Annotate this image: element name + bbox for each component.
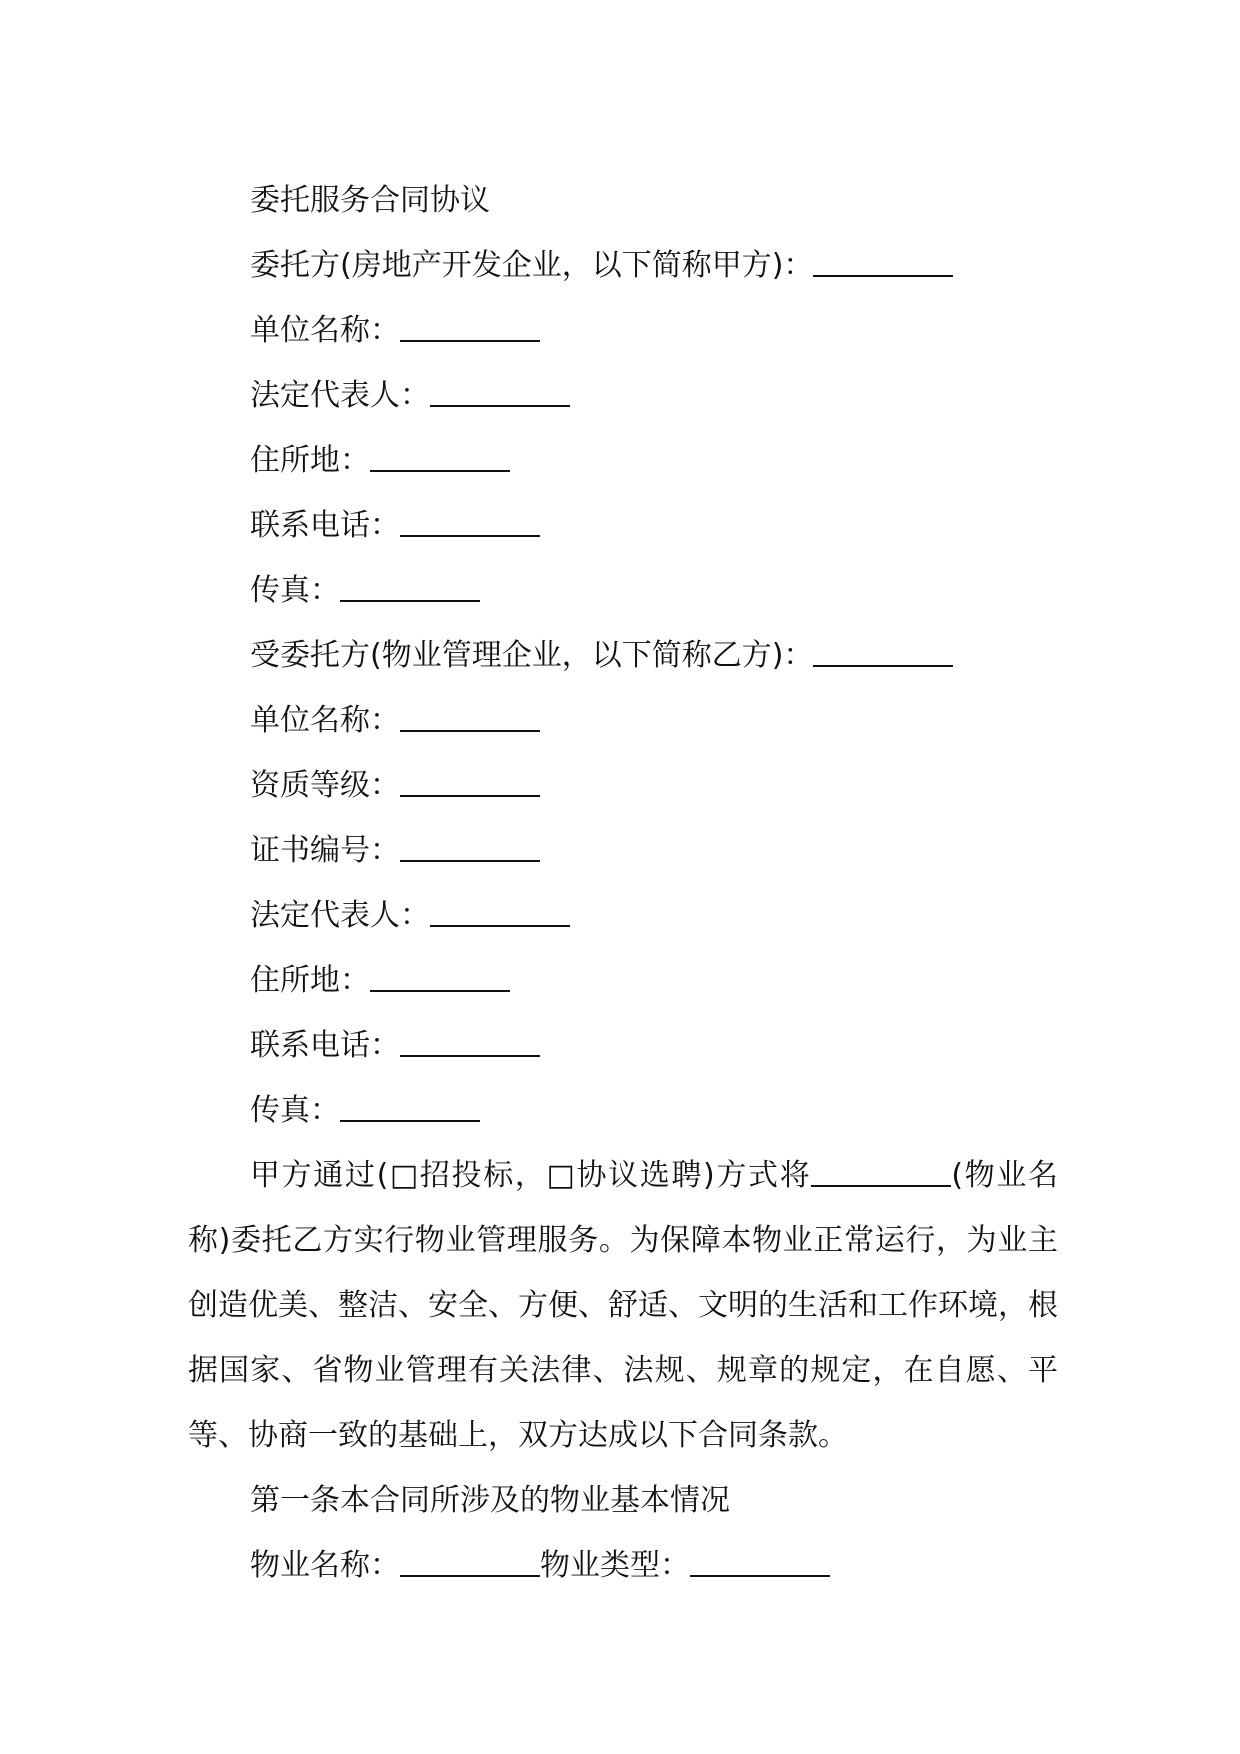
party-b-address: 住所地：	[188, 948, 1058, 1013]
party-b-fax: 传真：	[188, 1078, 1058, 1143]
blank-line	[400, 1547, 540, 1577]
blank-line	[690, 1547, 830, 1577]
preamble-paragraph: 甲方通过(□招投标，□协议选聘)方式将 (物业名称)委托乙方实行物业管理服务。为保障本物业正常运行，为业主创造优美、整洁、安全、方便、舒适、文明的生活和工作环境，根据国家、省物业管理有关法律、法规、规章的规定，在自愿、平等、协商一致的基础上，双方达成以下合同条款。	[188, 1158, 1058, 1453]
party-b-qualification: 资质等级：	[188, 753, 1058, 818]
party-b-legal-representative: 法定代表人：	[188, 883, 1058, 948]
party-a-unit-name: 单位名称：	[188, 298, 1058, 363]
party-a-header: 委托方(房地产开发企业，以下简称甲方)：	[188, 233, 1058, 298]
party-b-header: 受委托方(物业管理企业，以下简称乙方)：	[188, 623, 1058, 688]
article-1-heading: 第一条本合同所涉及的物业基本情况	[250, 1483, 730, 1518]
blank-line	[340, 572, 480, 602]
blank-line	[340, 1092, 480, 1122]
blank-line	[811, 1157, 951, 1187]
document-title: 委托服务合同协议	[250, 183, 490, 218]
party-b-unit-name: 单位名称：	[188, 688, 1058, 753]
blank-line	[400, 702, 540, 732]
party-a-fax: 传真：	[188, 558, 1058, 623]
blank-line	[430, 897, 570, 927]
party-b-certificate: 证书编号：	[188, 818, 1058, 883]
blank-line	[370, 442, 510, 472]
contract-body	[188, 168, 1058, 1598]
party-a-address: 住所地：	[188, 428, 1058, 493]
blank-line	[400, 507, 540, 537]
property-info-line: 物业名称： 物业类型：	[188, 1533, 1058, 1598]
blank-line	[430, 377, 570, 407]
blank-line	[813, 247, 953, 277]
blank-line	[370, 962, 510, 992]
blank-line	[400, 1027, 540, 1057]
party-a-phone: 联系电话：	[188, 493, 1058, 558]
blank-line	[400, 312, 540, 342]
blank-line	[400, 767, 540, 797]
blank-line	[813, 637, 953, 667]
party-a-legal-representative: 法定代表人：	[188, 363, 1058, 428]
blank-line	[400, 832, 540, 862]
party-b-phone: 联系电话：	[188, 1013, 1058, 1078]
